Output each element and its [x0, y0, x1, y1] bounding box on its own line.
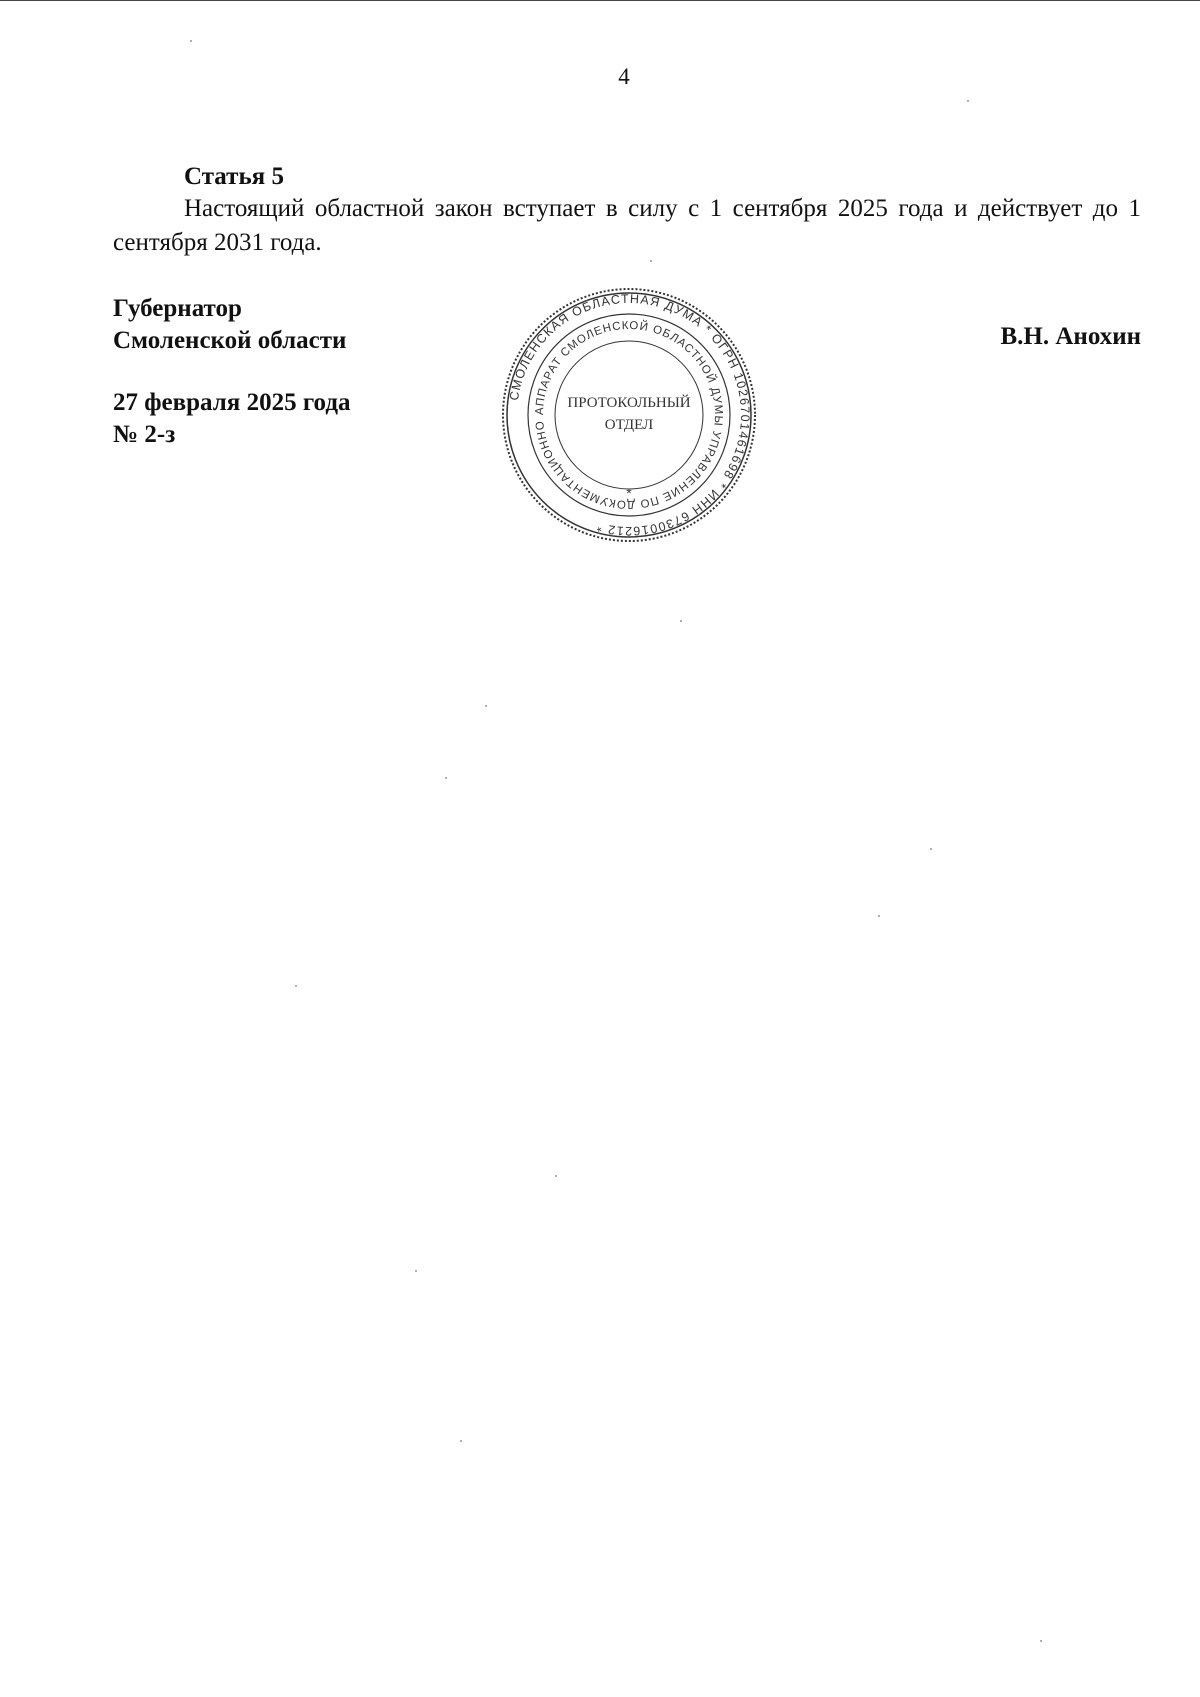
- signer-position-line2: Смоленской области: [113, 327, 347, 354]
- signature-block: [113, 293, 350, 451]
- scan-speck: [190, 40, 192, 42]
- svg-text:АППАРАТ СМОЛЕНСКОЙ ОБЛАСТНОЙ Д: АППАРАТ СМОЛЕНСКОЙ ОБЛАСТНОЙ ДУМЫ УПРАВЛЕНИЕ ПО ДОКУМЕНТАЦИОННО: [533, 319, 725, 511]
- scan-speck: [650, 260, 652, 262]
- signer-name: В.Н. Анохин: [1000, 323, 1141, 350]
- stamp-center-line2: ОТДЕЛ: [604, 417, 654, 433]
- svg-text:*: *: [626, 485, 632, 501]
- scan-speck: [295, 985, 297, 987]
- svg-text:СМОЛЕНСКАЯ ОБЛАСТНАЯ ДУМА * ОГ: СМОЛЕНСКАЯ ОБЛАСТНАЯ ДУМА * ОГРН 1026701461698 * ИНН 6730016212 *: [506, 291, 753, 539]
- article-title: Статья 5: [184, 163, 284, 190]
- scan-speck: [1040, 1640, 1042, 1642]
- scan-speck: [967, 100, 969, 102]
- scan-speck: [680, 620, 682, 622]
- article-section: [113, 162, 1141, 260]
- law-number: № 2-з: [113, 421, 176, 448]
- article-body: Настоящий областной закон вступает в силу с 1 сентября 2025 года и действует до 1 сентября 2031 года.: [113, 195, 1141, 256]
- stamp-center-text: [500, 392, 758, 436]
- scan-speck: [485, 705, 487, 707]
- scan-speck: [445, 777, 447, 779]
- scan-speck: [878, 915, 880, 917]
- signer-position-line1: Губернатор: [113, 295, 242, 322]
- scan-speck: [460, 1440, 462, 1442]
- scan-speck: [930, 848, 932, 850]
- scan-speck: [555, 1175, 557, 1177]
- stamp-center-line1: ПРОТОКОЛЬНЫЙ: [567, 395, 691, 411]
- page-number: 4: [618, 64, 630, 89]
- scan-speck: [415, 1270, 417, 1272]
- page-top-edge: [0, 0, 1200, 1]
- law-date: 27 февраля 2025 года: [113, 389, 351, 416]
- official-stamp: [500, 286, 758, 544]
